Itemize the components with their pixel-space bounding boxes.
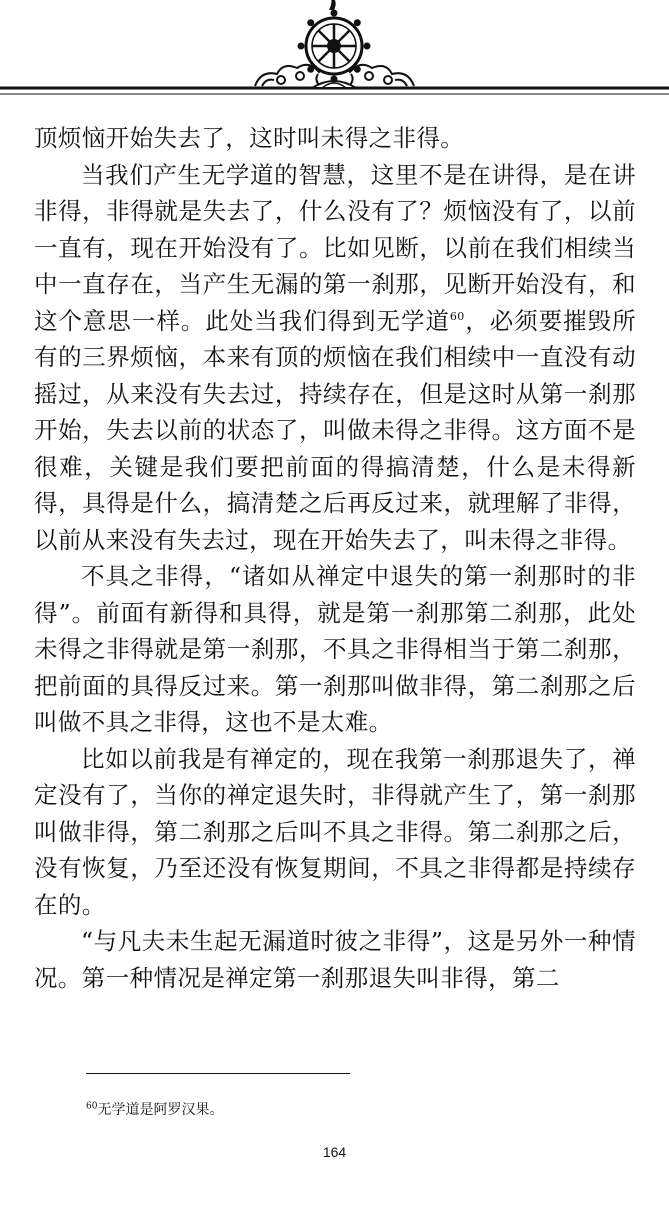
footnote-number: 60: [86, 1101, 98, 1112]
paragraph-5: “与凡夫未生起无漏道时彼之非得”，这是另外一种情况。第一种情况是禅定第一刹那退失叫非得，第二: [34, 927, 636, 992]
paragraph-1: 顶烦恼开始失去了，这时叫未得之非得。: [34, 124, 465, 152]
page-header: [0, 0, 669, 110]
footnote-marker[interactable]: 60: [449, 309, 465, 323]
paragraph-3: 不具之非得，“诸如从禅定中退失的第一刹那时的非得”。前面有新得和具得，就是第一刹那第二刹那，此处未得之非得就是第一刹那，不具之非得相当于第二刹那，把前面的具得反过来。第一刹那叫做非得，第二刹那之后叫做不具之非得，这也不是太难。: [34, 562, 636, 736]
paragraph-2: [34, 157, 636, 559]
paragraph-2-text-cont: ，必须要摧毁所有的三界烦恼，本来有顶的烦恼在我们相续中一直没有动摇过，从来没有失去过，持续存在，但是这时从第一刹那开始，失去以前的状态了，叫做未得之非得。这方面不是很难，关键是我们要把前面的得搞清楚，什么是未得新得，具得是什么，搞清楚之后再反过来，就理解了非得，以前从来没有失去过，现在开始失去了，叫未得之非得。: [34, 306, 636, 554]
footnote: [86, 1100, 223, 1120]
paragraph-4: 比如以前我是有禅定的，现在我第一刹那退失了，禅定没有了，当你的禅定退失时，非得就产生了，第一刹那叫做非得，第二刹那之后叫不具之非得。第二刹那之后，没有恢复，乃至还没有恢复期间，不具之非得都是持续存在的。: [34, 744, 636, 919]
page-number: 164: [322, 1144, 347, 1160]
paragraph-2-text: 当我们产生无学道的智慧，这里不是在讲得，是在讲非得，非得就是失去了，什么没有了？烦恼没有了，以前一直有，现在开始没有了。比如见断，以前在我们相续当中一直存在，当产生无漏的第一刹那，见断开始没有，和这个意思一样。此处当我们得到无学道: [34, 160, 636, 335]
dharma-wheel-icon: [0, 0, 669, 110]
footnote-divider: [86, 1073, 350, 1074]
footnote-text: 无学道是阿罗汉果。: [97, 1102, 224, 1118]
main-text: [34, 120, 636, 996]
